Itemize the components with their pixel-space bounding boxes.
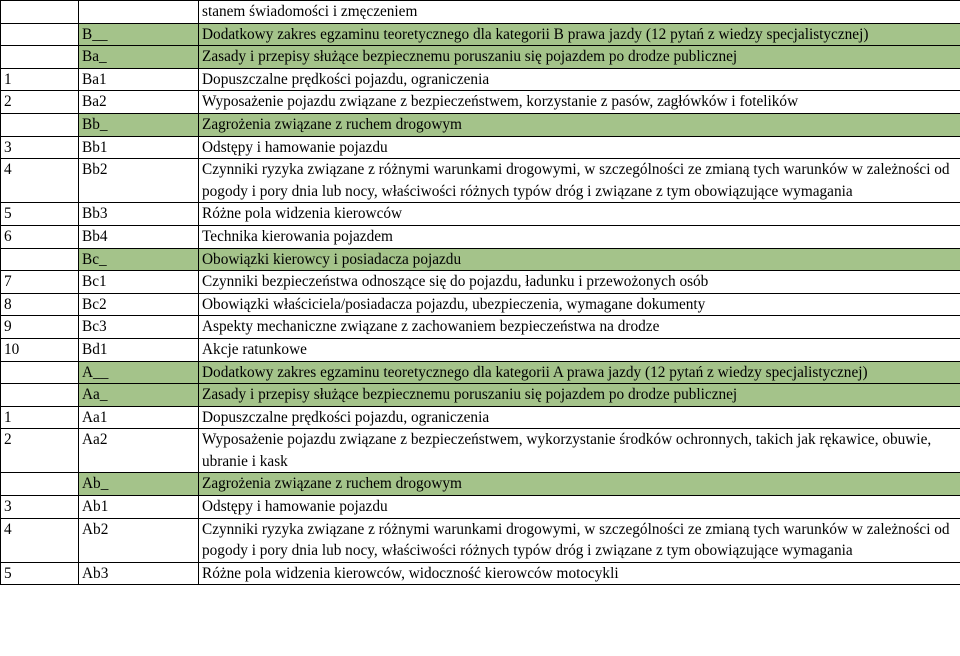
topic-description-cell: Odstępy i hamowanie pojazdu (199, 136, 960, 159)
table-row (1, 1, 960, 24)
row-number-cell: 1 (1, 406, 79, 429)
table-row (1, 136, 960, 159)
row-number-cell: 3 (1, 136, 79, 159)
topic-description-cell: Odstępy i hamowanie pojazdu (199, 496, 960, 519)
row-number-cell: 4 (1, 518, 79, 562)
topic-code-cell: Aa1 (79, 406, 199, 429)
topic-code-cell: B__ (79, 23, 199, 46)
table-row (1, 271, 960, 294)
table-row (1, 338, 960, 361)
topic-code-cell: Ba_ (79, 46, 199, 69)
topic-code-cell: Bc_ (79, 248, 199, 271)
topic-description-cell: Wyposażenie pojazdu związane z bezpieczeństwem, wykorzystanie środków ochronnych, takich jak rękawice, obuwie, ubranie i kask (199, 429, 960, 473)
row-number-cell (1, 361, 79, 384)
row-number-cell: 10 (1, 338, 79, 361)
topic-description-cell: Zasady i przepisy służące bezpiecznemu poruszaniu się pojazdem po drodze publicznej (199, 384, 960, 407)
row-number-cell: 9 (1, 316, 79, 339)
table-row (1, 406, 960, 429)
topic-code-cell: Aa_ (79, 384, 199, 407)
row-number-cell (1, 113, 79, 136)
topic-code-cell: Ba1 (79, 68, 199, 91)
topic-code-cell: Ab_ (79, 473, 199, 496)
table-row (1, 68, 960, 91)
topic-code-cell: Bb3 (79, 203, 199, 226)
row-number-cell: 2 (1, 429, 79, 473)
topic-description-cell: Obowiązki właściciela/posiadacza pojazdu, ubezpieczenia, wymagane dokumenty (199, 293, 960, 316)
table-row (1, 518, 960, 562)
row-number-cell: 7 (1, 271, 79, 294)
topic-description-cell: Różne pola widzenia kierowców, widoczność kierowców motocykli (199, 562, 960, 585)
topic-description-cell: Dodatkowy zakres egzaminu teoretycznego dla kategorii A prawa jazdy (12 pytań z wiedzy specjalistycznej) (199, 361, 960, 384)
topic-description-cell: stanem świadomości i zmęczeniem (199, 1, 960, 24)
topic-description-cell: Aspekty mechaniczne związane z zachowaniem bezpieczeństwa na drodze (199, 316, 960, 339)
row-number-cell (1, 248, 79, 271)
section-header-row (1, 384, 960, 407)
topic-description-cell: Czynniki ryzyka związane z różnymi warunkami drogowymi, w szczególności ze zmianą tych warunków w zależności od pogody i pory dnia lub nocy, właściwości różnych typów dróg i związane z tym obowiązujące wymagania (199, 518, 960, 562)
table-row (1, 203, 960, 226)
row-number-cell (1, 473, 79, 496)
table-row (1, 91, 960, 114)
section-header-row (1, 113, 960, 136)
row-number-cell: 4 (1, 159, 79, 203)
topic-code-cell: Ba2 (79, 91, 199, 114)
topic-code-cell: Ab1 (79, 496, 199, 519)
topic-description-cell: Czynniki bezpieczeństwa odnoszące się do pojazdu, ładunku i przewożonych osób (199, 271, 960, 294)
topic-code-cell: Bc2 (79, 293, 199, 316)
table-row (1, 293, 960, 316)
row-number-cell: 3 (1, 496, 79, 519)
topic-description-cell: Zagrożenia związane z ruchem drogowym (199, 473, 960, 496)
topic-description-cell: Różne pola widzenia kierowców (199, 203, 960, 226)
topic-description-cell: Zasady i przepisy służące bezpiecznemu poruszaniu się pojazdem po drodze publicznej (199, 46, 960, 69)
table-row (1, 316, 960, 339)
topic-code-cell: Bb_ (79, 113, 199, 136)
topic-description-cell: Zagrożenia związane z ruchem drogowym (199, 113, 960, 136)
topic-code-cell (79, 1, 199, 24)
table-row (1, 225, 960, 248)
topic-description-cell: Akcje ratunkowe (199, 338, 960, 361)
topic-code-cell: Bc3 (79, 316, 199, 339)
row-number-cell (1, 1, 79, 24)
topic-description-cell: Wyposażenie pojazdu związane z bezpieczeństwem, korzystanie z pasów, zagłówków i fotelików (199, 91, 960, 114)
table-body (1, 1, 960, 585)
topic-code-cell: Bb2 (79, 159, 199, 203)
table-row (1, 159, 960, 203)
topic-description-cell: Dopuszczalne prędkości pojazdu, ograniczenia (199, 406, 960, 429)
section-header-row (1, 248, 960, 271)
topic-code-cell: Bd1 (79, 338, 199, 361)
topic-code-cell: Ab2 (79, 518, 199, 562)
row-number-cell: 5 (1, 562, 79, 585)
table-row (1, 562, 960, 585)
table-row (1, 496, 960, 519)
topic-description-cell: Czynniki ryzyka związane z różnymi warunkami drogowymi, w szczególności ze zmianą tych warunków w zależności od pogody i pory dnia lub nocy, właściwości różnych typów dróg i związane z tym obowiązujące wymagania (199, 159, 960, 203)
topic-description-cell: Dopuszczalne prędkości pojazdu, ograniczenia (199, 68, 960, 91)
topic-description-cell: Dodatkowy zakres egzaminu teoretycznego dla kategorii B prawa jazdy (12 pytań z wiedzy specjalistycznej) (199, 23, 960, 46)
row-number-cell: 1 (1, 68, 79, 91)
topic-description-cell: Technika kierowania pojazdem (199, 225, 960, 248)
section-header-row (1, 473, 960, 496)
section-header-row (1, 46, 960, 69)
row-number-cell (1, 46, 79, 69)
section-header-row (1, 361, 960, 384)
row-number-cell: 8 (1, 293, 79, 316)
topic-code-cell: Bb1 (79, 136, 199, 159)
topic-code-cell: Aa2 (79, 429, 199, 473)
row-number-cell (1, 23, 79, 46)
topic-description-cell: Obowiązki kierowcy i posiadacza pojazdu (199, 248, 960, 271)
row-number-cell: 2 (1, 91, 79, 114)
topic-code-cell: Ab3 (79, 562, 199, 585)
row-number-cell (1, 384, 79, 407)
table-row (1, 429, 960, 473)
row-number-cell: 5 (1, 203, 79, 226)
row-number-cell: 6 (1, 225, 79, 248)
topic-code-cell: Bb4 (79, 225, 199, 248)
section-header-row (1, 23, 960, 46)
topic-code-cell: A__ (79, 361, 199, 384)
topic-code-cell: Bc1 (79, 271, 199, 294)
